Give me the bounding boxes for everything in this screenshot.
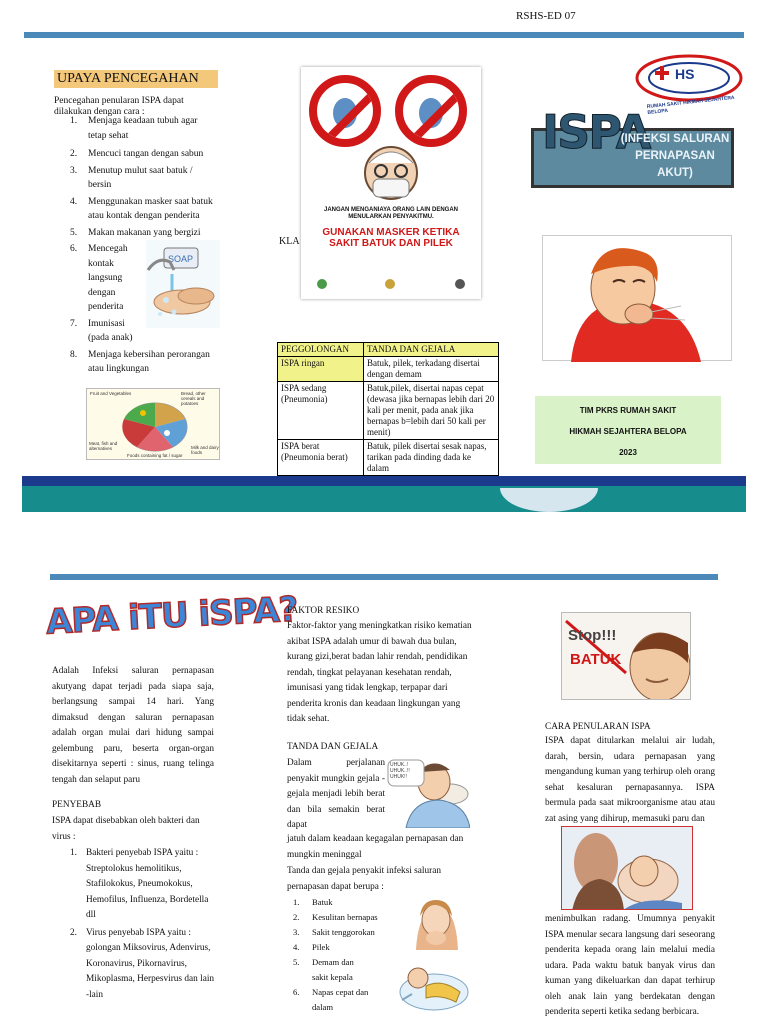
ispa-classification-table xyxy=(277,342,499,476)
table-header-row xyxy=(278,343,499,357)
faktor-heading: FAKTOR RESIKO xyxy=(287,606,360,616)
footer-strip xyxy=(22,476,746,486)
table-cell: Batuk,pilek, disertai napas cepat (dewasa jika bernapas lebih dari 20 kali per menit, pada anak jika bernapas b=lebih dari 50 kali per menit) xyxy=(364,382,499,440)
table-header: PEGGOLONGAN xyxy=(278,343,364,357)
food-illustration xyxy=(86,388,220,460)
list-item: 1. Batuk xyxy=(293,897,333,907)
batuk-text: BATUK xyxy=(570,651,622,668)
list-item: 2. Mencuci tangan dengan sabun xyxy=(70,149,204,159)
table-row xyxy=(278,382,499,440)
list-item: 4. Pilek xyxy=(293,942,330,952)
poster-line-1: JANGAN MENGANIAYA ORANG LAIN DENGAN MENULARKAN PENYAKITMU. xyxy=(323,207,458,220)
handwashing-illustration xyxy=(146,240,220,328)
sick-child-illustration xyxy=(386,758,470,828)
page2-rule xyxy=(50,574,718,580)
apa-text: Adalah Infeksi saluran pernapasan akutyang dapat terjadi pada siapa saja, berlangsung sampai 14 hari. Yang dimaksud dengan saluran pernapasan adalah organ mulai dari hidung sampai gelembung paru, beserta organ-organ disekitarnya seperti : sinus, ruang telinga tengah dan selaput paru xyxy=(52,666,214,785)
tanda-list xyxy=(293,895,387,1015)
poster-logo-icon xyxy=(385,279,395,289)
food-label-bread: Bread, other cereals and potatoes xyxy=(181,391,206,406)
logo-mark: HS xyxy=(675,66,695,82)
hospital-logo xyxy=(633,52,745,116)
cover-title-box xyxy=(531,105,734,188)
kla-text: KLA xyxy=(279,236,300,247)
girl-illustration xyxy=(408,898,464,950)
poster-logo-icon xyxy=(317,279,327,289)
upaya-intro: Pencegahan penularan ISPA dapat dilakukan dengan cara : xyxy=(54,96,184,117)
forbidden-sign-icon xyxy=(395,75,467,147)
table-row xyxy=(278,440,499,476)
team-box xyxy=(535,396,721,464)
stop-text: Stop!!! xyxy=(568,627,617,644)
list-item: 8. Menjaga kebersihan perorangan atau lingkungan xyxy=(70,349,210,374)
poster-logo-icon xyxy=(455,279,465,289)
upaya-title: UPAYA PENCEGAHAN xyxy=(54,70,218,88)
cover-title: ISPA xyxy=(542,105,650,159)
cara-text-a: ISPA dapat ditularkan melalui air ludah, darah, bersin, udara pernapasan yang mengandung kuman yang terhirup oleh orang sehat kesaluran pernapasannya. ISPA bermula pada saat mikroorganisme atau atau zat asing yang dihirup, memasuki paru dan xyxy=(545,736,715,824)
food-label-meat: Meat, fish and alternatives xyxy=(89,441,118,451)
table-header: TANDA DAN GEJALA xyxy=(364,343,499,357)
mask-poster xyxy=(301,67,481,299)
tanda-heading: TANDA DAN GEJALA xyxy=(287,742,379,752)
child-in-bed-illustration xyxy=(398,952,472,1014)
tanda-text-b: jatuh dalam keadaan kegagalan pernapasan dan mungkin meninggal xyxy=(287,834,464,860)
cover-subtitle: (INFEKSI SALURAN PERNAPASAN AKUT) xyxy=(620,133,730,179)
mother-child-illustration xyxy=(561,826,693,910)
tanda-text-a: Dalam perjalanan penyakit mungkin gejala - gejala menjadi lebih berat dan bila semakin berat dapat xyxy=(287,758,385,830)
masked-man-icon xyxy=(359,145,423,210)
poster-line-2: GUNAKAN MASKER KETIKA SAKIT BATUK DAN PILEK xyxy=(322,227,460,249)
table-cell: ISPA ringan xyxy=(278,357,364,382)
table-cell: Batuk, pilek, terkadang disertai dengan demam xyxy=(364,357,499,382)
svg-text:SOAP: SOAP xyxy=(168,254,194,264)
cara-heading: CARA PENULARAN ISPA xyxy=(545,722,651,732)
penyebab-intro: ISPA dapat disebabkan oleh bakteri dan virus : xyxy=(52,816,200,842)
penyebab-heading: PENYEBAB xyxy=(52,800,102,810)
team-line-1: TIM PKRS RUMAH SAKIT xyxy=(579,406,677,415)
apa-title: APA iTU iSPA? xyxy=(45,589,299,643)
list-item: 1. Menjaga keadaan tubuh agar tetap sehat xyxy=(70,116,198,141)
food-label-fat: Foods containing fat / sugar xyxy=(127,453,183,458)
cough-bubble-text: UHUK..! UHUK..!! UHUK!! xyxy=(390,762,410,780)
forbidden-sign-icon xyxy=(309,75,381,147)
table-cell: ISPA berat (Pneumonia berat) xyxy=(278,440,364,476)
tanda-intro: Tanda dan gejala penyakit infeksi saluran pernapasan dapat berupa : xyxy=(287,866,441,892)
list-item: 2. Virus penyebab ISPA yaitu : golongan Miksovirus, Adenvirus, Koronavirus, Pikornavirus, Mikoplasma, Herpesvirus dan lain -lain xyxy=(70,927,215,1000)
list-item: 6. Napas cepat dan dalam xyxy=(293,987,369,1012)
team-year: 2023 xyxy=(619,448,637,457)
logo-text: RUMAH SAKIT HIKMAH SEJAHTERA BELOPA xyxy=(646,94,735,116)
top-rule xyxy=(24,32,744,38)
team-line-2: HIKMAH SEJAHTERA BELOPA xyxy=(569,427,687,436)
list-item: 5. Demam dan sakit kepala xyxy=(293,957,354,982)
table-cell: ISPA sedang (Pneumonia) xyxy=(278,382,364,440)
list-item: 5. Makan makanan yang bergizi xyxy=(70,227,201,238)
food-label-fruit: Fruit and Vegetables xyxy=(90,391,132,396)
list-item: 3. Sakit tenggorokan xyxy=(293,927,375,937)
faktor-text: Faktor-faktor yang meningkatkan risiko kematian akibat ISPA adalah umur di bawah dua bulan, kurang gizi,berat badan lahir rendah, pendidikan rendah, tingkat pelayanan kesehatan rendah, imunisasi yang tidak lengkap, terpapar dari penderita kronis dan keadaan lingkungan yang tidak sehat. xyxy=(287,621,472,724)
coughing-boy-illustration xyxy=(542,235,732,361)
list-item: 6. Mencegah kontak langsung dengan penderita xyxy=(70,244,128,312)
list-item: 4. Menggunakan masker saat batuk atau kontak dengan penderita xyxy=(70,196,213,221)
list-item: 1. Bakteri penyebab ISPA yaitu : Streptolokus hemolitikus, Stafilokokus, Pneumokokus, Hemofilus, Influenza, Bordetella dll xyxy=(70,848,209,920)
food-label-milk: Milk and dairy foods xyxy=(191,445,219,455)
penyebab-list xyxy=(70,846,216,1003)
cara-text-b: menimbulkan radang. Umumnya penyakit ISPA menular secara langsung dari seseorang penderita kepada orang lain melalui media udara. Pada waktu batuk banyak virus dan kuman yang dikeluarkan dan dapat terhirup oleh anak lain yang berdekatan dengan penderita seperti ketika sedang berbicara. xyxy=(545,914,715,1017)
list-item: 3. Menutup mulut saat batuk / bersin xyxy=(70,165,193,190)
list-item: 7. Imunisasi (pada anak) xyxy=(70,318,133,343)
table-row xyxy=(278,357,499,382)
document-code: RSHS-ED 07 xyxy=(516,10,576,22)
stop-cough-illustration xyxy=(561,612,691,700)
list-item: 2. Kesulitan bernapas xyxy=(293,912,378,922)
table-cell: Batuk, pilek disertai sesak napas, tarikan pada dinding dada ke dalam xyxy=(364,440,499,476)
